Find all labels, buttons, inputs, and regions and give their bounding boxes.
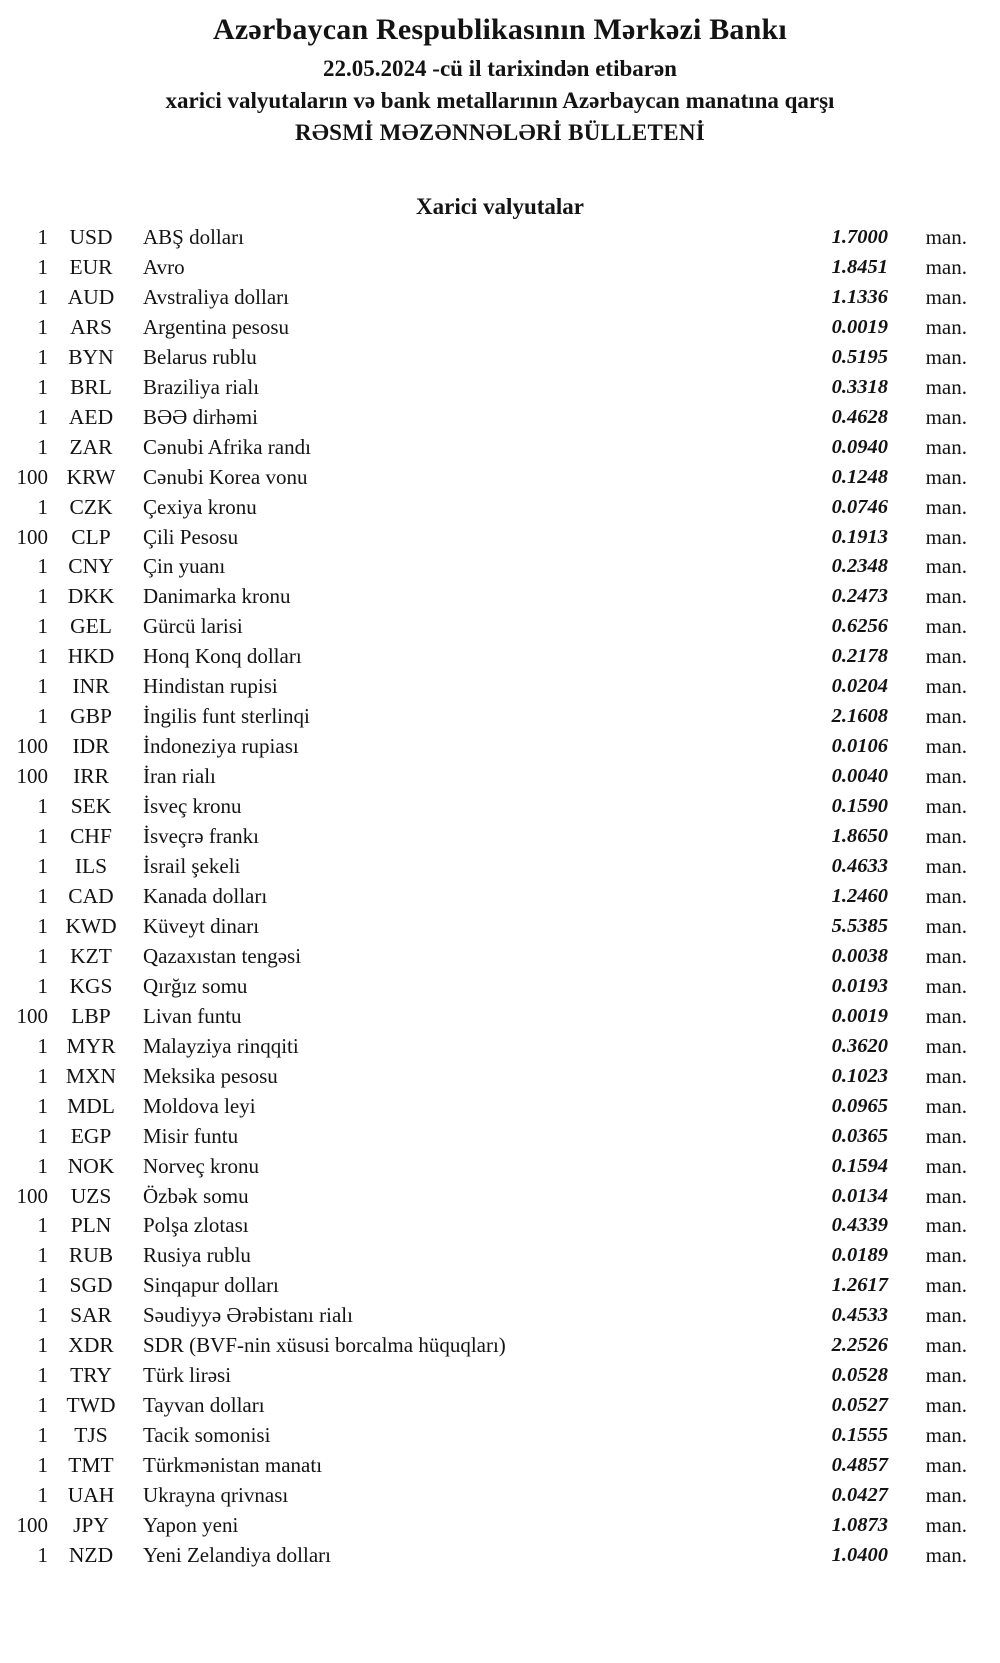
bulletin-name: RƏSMİ MƏZƏNNƏLƏRİ BÜLLETENİ: [294, 120, 705, 145]
name-cell: Çili Pesosu: [143, 524, 239, 549]
table-row: [0, 611, 967, 641]
name-cell: Norveç kronu: [143, 1153, 260, 1178]
table-row: [0, 1061, 967, 1091]
unit-cell: man.: [925, 1363, 967, 1388]
name-cell: Tayvan dolları: [143, 1393, 265, 1418]
rate-cell: 0.0528: [831, 1364, 888, 1387]
code-cell: BYN: [68, 344, 114, 369]
code-cell: TMT: [68, 1453, 114, 1478]
name-cell: Danimarka kronu: [143, 584, 291, 609]
rate-cell: 1.0873: [831, 1513, 888, 1536]
unit-cell: man.: [925, 1063, 967, 1088]
unit-cell: man.: [925, 494, 967, 519]
rate-cell: 0.4628: [831, 405, 888, 428]
unit-cell: man.: [925, 973, 967, 998]
table-row: [0, 1330, 967, 1360]
name-cell: Malayziya rinqqiti: [143, 1033, 299, 1058]
unit-cell: man.: [925, 1512, 967, 1537]
unit-cell: man.: [925, 254, 967, 279]
table-row: [0, 252, 967, 282]
qty-cell: 1: [37, 1303, 48, 1328]
rate-cell: 0.0204: [831, 675, 888, 698]
code-cell: CZK: [69, 494, 113, 519]
qty-cell: 1: [37, 1243, 48, 1268]
rate-cell: 0.0365: [831, 1124, 888, 1147]
rate-cell: 0.0019: [831, 315, 888, 338]
unit-cell: man.: [925, 913, 967, 938]
rate-cell: 0.1594: [831, 1154, 888, 1177]
unit-cell: man.: [925, 1273, 967, 1298]
rate-cell: 2.1608: [831, 705, 888, 728]
unit-cell: man.: [925, 764, 967, 789]
qty-cell: 1: [37, 225, 48, 249]
qty-cell: 1: [37, 284, 48, 309]
name-cell: Yeni Zelandiya dolları: [143, 1542, 331, 1567]
table-row: [0, 671, 967, 701]
name-cell: Qazaxıstan tengəsi: [143, 943, 302, 968]
rate-cell: 0.0193: [831, 974, 888, 997]
rate-cell: 0.0965: [831, 1094, 888, 1117]
table-row: [0, 851, 967, 881]
qty-cell: 1: [37, 1063, 48, 1088]
qty-cell: 1: [37, 943, 48, 968]
qty-cell: 1: [37, 973, 48, 998]
name-cell: Misir funtu: [143, 1123, 239, 1148]
name-cell: Avro: [143, 254, 185, 279]
code-cell: MDL: [67, 1093, 115, 1118]
code-cell: MXN: [65, 1063, 117, 1088]
code-cell: INR: [72, 674, 110, 699]
unit-cell: man.: [925, 854, 967, 879]
code-cell: KZT: [70, 943, 112, 968]
code-cell: GBP: [70, 704, 112, 729]
qty-cell: 1: [37, 1423, 48, 1448]
unit-cell: man.: [925, 734, 967, 759]
name-cell: Gürcü larisi: [143, 614, 243, 639]
qty-cell: 1: [37, 1393, 48, 1418]
unit-cell: man.: [925, 284, 967, 309]
unit-cell: man.: [925, 644, 967, 669]
rate-cell: 0.0746: [831, 495, 888, 518]
unit-cell: man.: [925, 614, 967, 639]
rate-cell: 0.0106: [831, 735, 888, 758]
code-cell: MYR: [66, 1033, 116, 1058]
code-cell: USD: [69, 225, 113, 249]
table-row: [0, 1540, 967, 1570]
unit-cell: man.: [925, 314, 967, 339]
qty-cell: 1: [37, 314, 48, 339]
rate-cell: 0.0134: [831, 1184, 888, 1207]
table-row: [0, 1181, 967, 1211]
name-cell: ABŞ dolları: [143, 225, 244, 249]
name-cell: İran rialı: [143, 764, 216, 789]
code-cell: JPY: [73, 1512, 109, 1537]
qty-cell: 1: [37, 344, 48, 369]
qty-cell: 1: [37, 1213, 48, 1238]
qty-cell: 1: [37, 404, 48, 429]
rate-cell: 1.2460: [831, 884, 888, 907]
code-cell: AED: [68, 404, 114, 429]
name-cell: Honq Konq dolları: [143, 644, 302, 669]
table-row: [0, 1420, 967, 1450]
table-row: [0, 821, 967, 851]
rate-cell: 0.1023: [831, 1064, 888, 1087]
code-cell: UAH: [67, 1483, 115, 1508]
rates-table: [0, 222, 1000, 1570]
rate-cell: 0.1590: [831, 795, 888, 818]
qty-cell: 1: [37, 1153, 48, 1178]
name-cell: Türkmənistan manatı: [143, 1453, 323, 1478]
table-row: [0, 1360, 967, 1390]
unit-cell: man.: [925, 434, 967, 459]
table-row: [0, 701, 967, 731]
qty-cell: 1: [37, 1123, 48, 1148]
table-row: [0, 342, 967, 372]
qty-cell: 100: [16, 764, 48, 789]
rate-cell: 0.1248: [831, 465, 888, 488]
name-cell: Çin yuanı: [143, 554, 226, 579]
qty-cell: 1: [37, 1033, 48, 1058]
table-row: [0, 581, 967, 611]
code-cell: GEL: [70, 614, 112, 639]
code-cell: AUD: [67, 284, 115, 309]
unit-cell: man.: [925, 1423, 967, 1448]
code-cell: EUR: [69, 254, 113, 279]
name-cell: BƏƏ dirhəmi: [143, 404, 258, 429]
code-cell: CLP: [71, 524, 111, 549]
table-row: [0, 1210, 967, 1240]
name-cell: Özbək somu: [143, 1183, 249, 1208]
unit-cell: man.: [925, 824, 967, 849]
unit-cell: man.: [925, 1303, 967, 1328]
name-cell: Yapon yeni: [143, 1512, 239, 1537]
unit-cell: man.: [925, 1183, 967, 1208]
unit-cell: man.: [925, 1213, 967, 1238]
unit-cell: man.: [925, 1123, 967, 1148]
qty-cell: 1: [37, 1093, 48, 1118]
qty-cell: 1: [37, 674, 48, 699]
code-cell: TRY: [70, 1363, 112, 1388]
rate-cell: 0.6256: [831, 615, 888, 638]
rate-cell: 5.5385: [831, 914, 888, 937]
name-cell: Polşa zlotası: [143, 1213, 249, 1238]
unit-cell: man.: [925, 554, 967, 579]
unit-cell: man.: [925, 794, 967, 819]
name-cell: Kanada dolları: [143, 883, 268, 908]
qty-cell: 100: [16, 464, 48, 489]
rate-cell: 0.3620: [831, 1034, 888, 1057]
qty-cell: 1: [37, 794, 48, 819]
table-row: [0, 522, 967, 552]
qty-cell: 1: [37, 614, 48, 639]
table-row: [0, 372, 967, 402]
qty-cell: 1: [37, 254, 48, 279]
name-cell: Küveyt dinarı: [143, 913, 260, 938]
bulletin-header: [0, 0, 1000, 146]
code-cell: CNY: [68, 554, 114, 579]
code-cell: NZD: [68, 1542, 114, 1567]
table-row: [0, 881, 967, 911]
code-cell: RUB: [68, 1243, 114, 1268]
rate-cell: 0.0940: [831, 435, 888, 458]
qty-cell: 1: [37, 434, 48, 459]
qty-cell: 100: [16, 734, 48, 759]
unit-cell: man.: [925, 1483, 967, 1508]
rate-cell: 1.1336: [831, 285, 888, 308]
table-row: [0, 492, 967, 522]
unit-cell: man.: [925, 704, 967, 729]
rate-cell: 1.8650: [831, 825, 888, 848]
name-cell: Argentina pesosu: [143, 314, 290, 339]
name-cell: Braziliya rialı: [143, 374, 260, 399]
rate-cell: 0.1913: [831, 525, 888, 548]
table-row: [0, 1001, 967, 1031]
name-cell: Cənubi Korea vonu: [143, 464, 308, 489]
name-cell: Livan funtu: [143, 1003, 242, 1028]
qty-cell: 1: [37, 1273, 48, 1298]
name-cell: Qırğız somu: [143, 973, 248, 998]
name-cell: İngilis funt sterlinqi: [143, 704, 310, 729]
unit-cell: man.: [925, 1153, 967, 1178]
code-cell: CHF: [70, 824, 112, 849]
bulletin-date: 22.05.2024 -cü il tarixindən etibarən: [323, 56, 677, 81]
rate-cell: 1.7000: [831, 226, 888, 248]
table-row: [0, 1300, 967, 1330]
code-cell: IDR: [72, 734, 110, 759]
name-cell: Rusiya rublu: [143, 1243, 251, 1268]
qty-cell: 100: [16, 524, 48, 549]
code-cell: XDR: [68, 1333, 114, 1358]
rate-cell: 0.2473: [831, 585, 888, 608]
rate-cell: 1.0400: [831, 1543, 888, 1566]
code-cell: EGP: [70, 1123, 112, 1148]
table-row: [0, 911, 967, 941]
qty-cell: 1: [37, 913, 48, 938]
qty-cell: 1: [37, 1453, 48, 1478]
qty-cell: 1: [37, 1363, 48, 1388]
name-cell: Cənubi Afrika randı: [143, 434, 311, 459]
name-cell: Belarus rublu: [143, 344, 257, 369]
qty-cell: 1: [37, 824, 48, 849]
table-row: [0, 641, 967, 671]
unit-cell: man.: [925, 1243, 967, 1268]
name-cell: İsrail şekeli: [143, 854, 241, 879]
qty-cell: 1: [37, 1483, 48, 1508]
name-cell: Türk lirəsi: [143, 1363, 232, 1388]
name-cell: İsveç kronu: [143, 794, 242, 819]
qty-cell: 1: [37, 1542, 48, 1567]
unit-cell: man.: [925, 225, 967, 249]
table-row: [0, 1270, 967, 1300]
unit-cell: man.: [925, 584, 967, 609]
name-cell: Tacik somonisi: [143, 1423, 271, 1448]
code-cell: UZS: [70, 1183, 112, 1208]
code-cell: LBP: [71, 1003, 111, 1028]
qty-cell: 1: [37, 584, 48, 609]
code-cell: KGS: [69, 973, 113, 998]
code-cell: NOK: [67, 1153, 115, 1178]
qty-cell: 1: [37, 883, 48, 908]
rate-cell: 0.4857: [831, 1454, 888, 1477]
qty-cell: 1: [37, 494, 48, 519]
qty-cell: 100: [16, 1183, 48, 1208]
unit-cell: man.: [925, 1542, 967, 1567]
rate-cell: 0.4633: [831, 855, 888, 878]
table-row: [0, 462, 967, 492]
code-cell: ZAR: [69, 434, 113, 459]
qty-cell: 1: [37, 1333, 48, 1358]
unit-cell: man.: [925, 404, 967, 429]
table-row: [0, 432, 967, 462]
table-row: [0, 1390, 967, 1420]
name-cell: Sinqapur dolları: [143, 1273, 279, 1298]
name-cell: Avstraliya dolları: [143, 284, 289, 309]
code-cell: TWD: [66, 1393, 116, 1418]
unit-cell: man.: [925, 883, 967, 908]
table-row: [0, 551, 967, 581]
unit-cell: man.: [925, 943, 967, 968]
table-row: [0, 971, 967, 1001]
table-row: [0, 1121, 967, 1151]
rate-cell: 0.0189: [831, 1244, 888, 1267]
rate-cell: 0.0427: [831, 1484, 888, 1507]
unit-cell: man.: [925, 674, 967, 699]
table-row: [0, 1240, 967, 1270]
table-row: [0, 1450, 967, 1480]
name-cell: Ukrayna qrivnası: [143, 1483, 289, 1508]
rate-cell: 0.1555: [831, 1424, 888, 1447]
table-row: [0, 1091, 967, 1121]
table-row: [0, 791, 967, 821]
rate-cell: 2.2526: [831, 1334, 888, 1357]
qty-cell: 100: [16, 1003, 48, 1028]
page-title: Azərbaycan Respublikasının Mərkəzi Bankı: [213, 13, 787, 46]
name-cell: Moldova leyi: [143, 1093, 256, 1118]
rate-cell: 0.0040: [831, 765, 888, 788]
rate-cell: 0.4339: [831, 1214, 888, 1237]
code-cell: SAR: [70, 1303, 112, 1328]
code-cell: SEK: [70, 794, 112, 819]
rate-cell: 0.2178: [831, 645, 888, 668]
name-cell: İndoneziya rupiası: [143, 734, 299, 759]
table-row: [0, 761, 967, 791]
code-cell: CAD: [68, 883, 114, 908]
table-row: [0, 731, 967, 761]
name-cell: İsveçrə frankı: [143, 824, 260, 849]
code-cell: SGD: [69, 1273, 113, 1298]
code-cell: KRW: [66, 464, 116, 489]
code-cell: ILS: [74, 854, 108, 879]
table-row: [0, 1510, 967, 1540]
code-cell: HKD: [67, 644, 115, 669]
table-row: [0, 282, 967, 312]
code-cell: DKK: [67, 584, 115, 609]
code-cell: KWD: [65, 913, 117, 938]
rate-cell: 0.3318: [831, 375, 888, 398]
unit-cell: man.: [925, 1393, 967, 1418]
name-cell: Hindistan rupisi: [143, 674, 278, 699]
name-cell: Çexiya kronu: [143, 494, 257, 519]
table-row: [0, 222, 967, 252]
unit-cell: man.: [925, 1093, 967, 1118]
unit-cell: man.: [925, 1003, 967, 1028]
unit-cell: man.: [925, 344, 967, 369]
qty-cell: 1: [37, 374, 48, 399]
rate-cell: 0.2348: [831, 555, 888, 578]
code-cell: TJS: [74, 1423, 108, 1448]
unit-cell: man.: [925, 524, 967, 549]
code-cell: ARS: [70, 314, 112, 339]
unit-cell: man.: [925, 1453, 967, 1478]
unit-cell: man.: [925, 1333, 967, 1358]
table-row: [0, 1480, 967, 1510]
rate-cell: 0.4533: [831, 1304, 888, 1327]
qty-cell: 1: [37, 704, 48, 729]
table-row: [0, 402, 967, 432]
code-cell: PLN: [70, 1213, 112, 1238]
qty-cell: 1: [37, 554, 48, 579]
qty-cell: 1: [37, 644, 48, 669]
section-header-foreign-currencies: Xarici valyutalar: [416, 194, 584, 219]
table-row: [0, 941, 967, 971]
unit-cell: man.: [925, 374, 967, 399]
unit-cell: man.: [925, 464, 967, 489]
qty-cell: 100: [16, 1512, 48, 1537]
rate-cell: 0.0038: [831, 944, 888, 967]
rate-cell: 1.8451: [831, 255, 888, 278]
name-cell: SDR (BVF-nin xüsusi borcalma hüquqları): [143, 1333, 506, 1358]
table-row: [0, 1151, 967, 1181]
unit-cell: man.: [925, 1033, 967, 1058]
code-cell: BRL: [70, 374, 112, 399]
bulletin-subtitle: xarici valyutaların və bank metallarının Azərbaycan manatına qarşı: [165, 88, 835, 113]
rate-cell: 0.0527: [831, 1394, 888, 1417]
rate-cell: 0.0019: [831, 1004, 888, 1027]
rate-cell: 0.5195: [831, 345, 888, 368]
name-cell: Meksika pesosu: [143, 1063, 278, 1088]
name-cell: Səudiyyə Ərəbistanı rialı: [143, 1303, 353, 1328]
table-row: [0, 312, 967, 342]
rate-cell: 1.2617: [831, 1274, 888, 1297]
table-row: [0, 1031, 967, 1061]
qty-cell: 1: [37, 854, 48, 879]
code-cell: IRR: [73, 764, 109, 789]
